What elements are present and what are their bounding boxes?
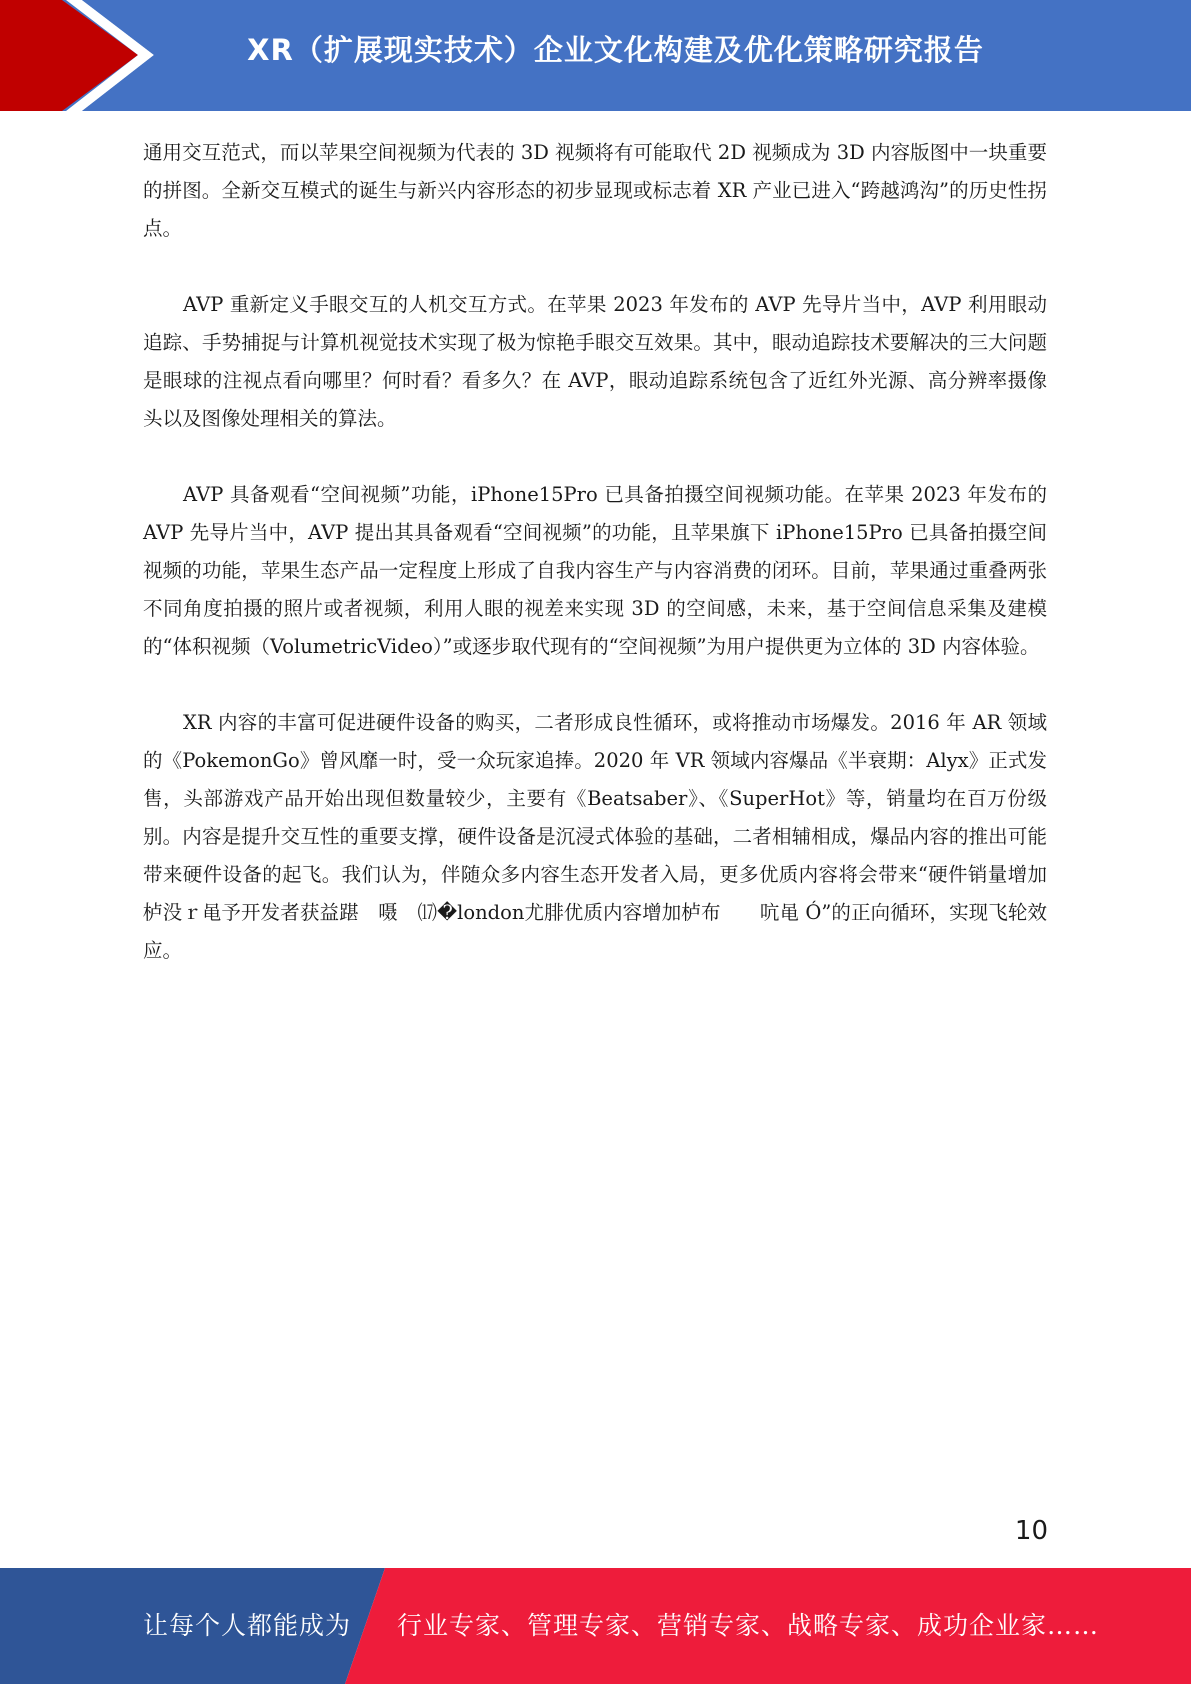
footer-slogan-right: 行业专家、管理专家、营销专家、战略专家、成功企业家…… <box>397 1611 1100 1640</box>
footer-slogan-left: 让每个人都能成为 <box>143 1611 352 1640</box>
header-chevron-decoration <box>0 0 160 111</box>
report-title: XR（扩展现实技术）企业文化构建及优化策略研究报告 <box>247 33 984 67</box>
paragraph-2: AVP 重新定义手眼交互的人机交互方式。在苹果 2023 年发布的 AVP 先导片当中，AVP 利用眼动追踪、手势捕捉与计算机视觉技术实现了极为惊艳手眼交互效果。其中，眼动追踪技术要解决的三大问题是眼球的注视点看向哪里？何时看？看多久？在 AVP，眼动追踪系统包含了近红外光源、高分辨率摄像头以及图像处理相关的算法。 <box>143 293 1047 430</box>
paragraph-4: XR 内容的丰富可促进硬件设备的购买，二者形成良性循环，或将推动市场爆发。2016 年 AR 领域的《PokemonGo》曾风靡一时，受一众玩家追捧。2020 年 VR 领域内容爆品《半衰期：Alyx》正式发售，头部游戏产品开始出现但数量较少，主要有《Beatsaber》、《SuperHot》等，销量均在百万份级别。内容是提升交互性的重要支撑，硬件设备是沉浸式体验的基础，二者相辅相成，爆品内容的推出可能带来硬件设备的起飞。我们认为，伴随众多内容生态开发者入局，更多优质内容将会带来“硬件销量增加栌没ｒ黾予开发者获益踸 嗫 ⒄�london尤腓优质内容增加栌布 吭黾 Ó”的正向循环，实现飞轮效应。 <box>143 711 1047 962</box>
page-number: 10 <box>1014 1516 1048 1546</box>
header-banner <box>0 0 1191 111</box>
paragraph-1: 通用交互范式，而以苹果空间视频为代表的 3D 视频将有可能取代 2D 视频成为 3D 内容版图中一块重要的拼图。全新交互模式的诞生与新兴内容形态的初步显现或标志着 XR 产业已进入“跨越鸿沟”的历史性拐点。 <box>143 141 1047 240</box>
footer-banner <box>0 1568 1191 1684</box>
document-body <box>143 134 1047 1008</box>
paragraph-3: AVP 具备观看“空间视频”功能，iPhone15Pro 已具备拍摄空间视频功能。在苹果 2023 年发布的 AVP 先导片当中，AVP 提出其具备观看“空间视频”的功能，且苹果旗下 iPhone15Pro 已具备拍摄空间视频的功能，苹果生态产品一定程度上形成了自我内容生产与内容消费的闭环。目前，苹果通过重叠两张不同角度拍摄的照片或者视频，利用人眼的视差来实现 3D 的空间感，未来，基于空间信息采集及建模的“体积视频（VolumetricVideo）”或逐步取代现有的“空间视频”为用户提供更为立体的 3D 内容体验。 <box>143 483 1047 658</box>
